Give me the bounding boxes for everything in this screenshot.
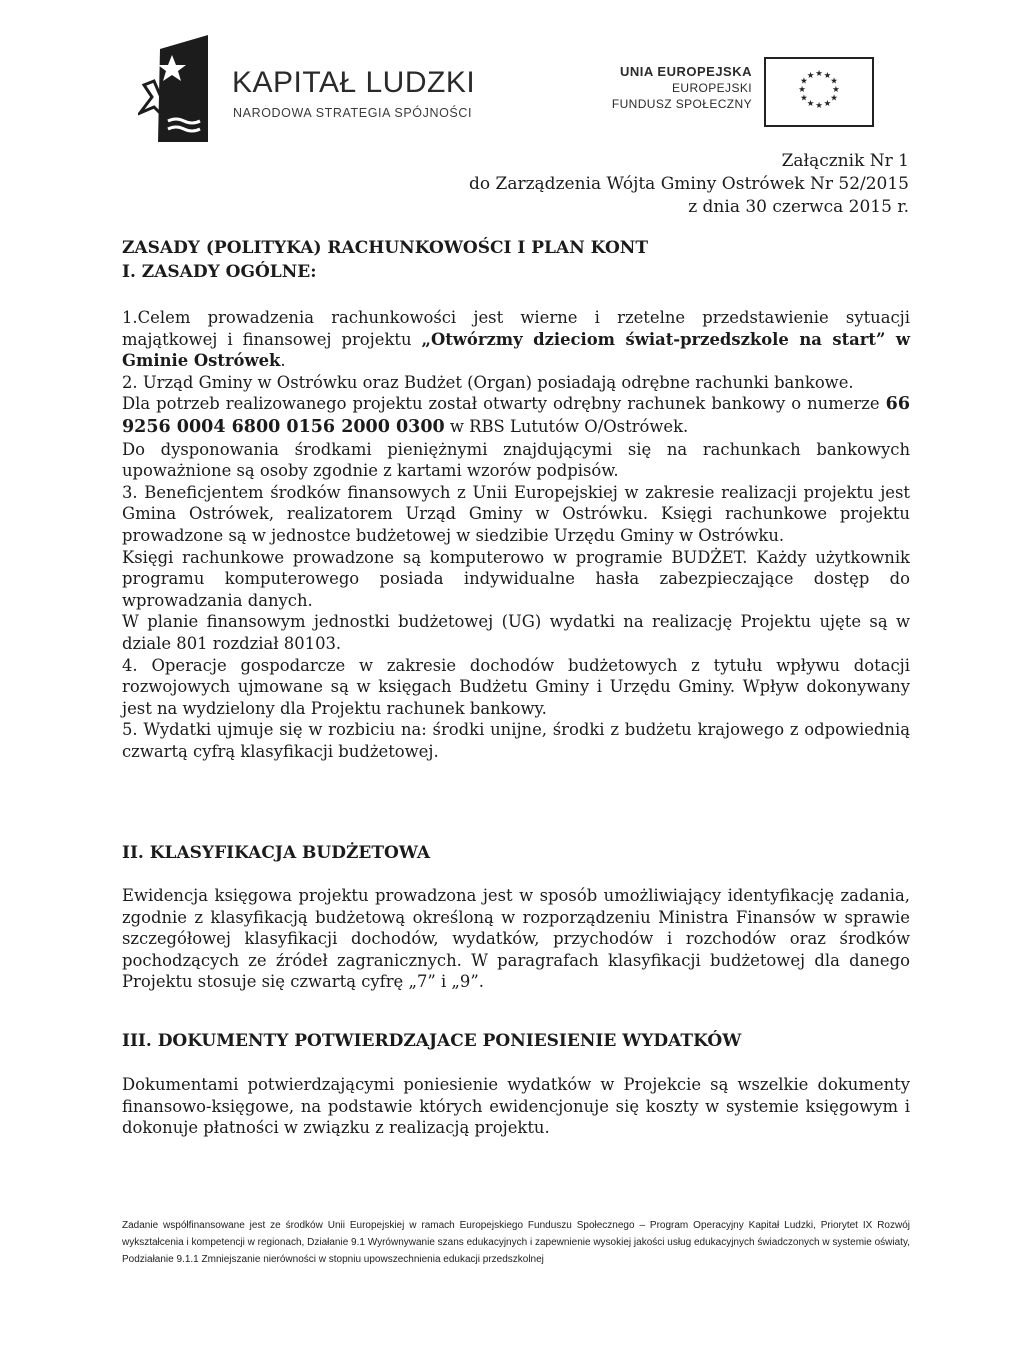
svg-text:★: ★ — [823, 69, 832, 80]
section-3-paragraph: Dokumentami potwierdzającymi poniesienie wydatków w Projekcie są wszelkie dokumenty finansowo-księgowe, na podstawie których ewidencjonuje się koszty w systemie księgowym i dokonuje płatności w związku z realizacją projektu. — [122, 1075, 910, 1138]
paragraph-3: Dla potrzeb realizowanego projektu został otwarty odrębny rachunek bankowy o numerze 66 9256 0004 6800 0156 2000 0300 w RBS Lututów O/Ostrówek. — [122, 394, 910, 437]
annex-date: z dnia 30 czerwca 2015 r. — [688, 197, 909, 217]
svg-text:★: ★ — [830, 92, 838, 103]
section-3-heading: III. DOKUMENTY POTWIERDZAJACE PONIESIENIE WYDATKÓW — [122, 1031, 742, 1051]
project-name: „Otwórzmy dzieciom świat-przedszkole na start” w Gminie Ostrówek — [122, 329, 910, 371]
annex-reference — [469, 150, 909, 219]
section-2-heading: II. KLASYFIKACJA BUDŻETOWA — [122, 843, 431, 863]
kapital-ludzki-logo — [138, 35, 208, 142]
svg-text:★: ★ — [830, 75, 838, 86]
section-3-body — [122, 1074, 910, 1139]
section-2-body — [122, 885, 910, 993]
eu-flag-icon — [764, 57, 874, 127]
kapital-ludzki-title: KAPITAŁ LUDZKI — [232, 66, 476, 99]
paragraph-9: 5. Wydatki ujmuje się w rozbiciu na: środki unijne, środki z budżetu krajowego z odpowiednią czwartą cyfrą klasyfikacji budżetowej. — [122, 720, 910, 761]
svg-text:★: ★ — [815, 67, 823, 78]
paragraph-7: W planie finansowym jednostki budżetowej (UG) wydatki na realizację Projektu ujęte są w dziale 801 rozdział 80103. — [122, 612, 910, 653]
annex-number: Załącznik Nr 1 — [781, 151, 909, 171]
paragraph-2: 2. Urząd Gminy w Ostrówku oraz Budżet (Organ) posiadają odrębne rachunki bankowe. — [122, 372, 854, 392]
section-1-heading: I. ZASADY OGÓLNE: — [122, 262, 317, 282]
bank-account-number: 66 9256 0004 6800 0156 2000 0300 — [122, 394, 910, 437]
eu-social-fund-label: FUNDUSZ SPOŁECZNY — [611, 97, 752, 111]
svg-text:★: ★ — [832, 84, 840, 94]
svg-text:★: ★ — [798, 84, 806, 94]
paragraph-1: 1.Celem prowadzenia rachunkowości jest wierne i rzetelne przedstawienie sytuacji majątkowej i finansowej projektu „Otwórzmy dzieciom świat-przedszkole na start” w Gminie Ostrówek. — [122, 308, 910, 371]
svg-text:★: ★ — [800, 75, 808, 86]
document-title: ZASADY (POLITYKA) RACHUNKOWOŚCI I PLAN KONT — [122, 238, 648, 258]
svg-text:★: ★ — [806, 69, 815, 80]
paragraph-6: Księgi rachunkowe prowadzone są komputerowo w programie BUDŻET. Każdy użytkownik programu komputerowego posiada indywidualne hasła zabezpieczające dostęp do wprowadzania danych. — [122, 547, 910, 610]
section-1-body — [122, 307, 910, 762]
svg-text:★: ★ — [806, 98, 815, 109]
paragraph-5: 3. Beneficjentem środków finansowych z Unii Europejskiej w zakresie realizacji projektu jest Gmina Ostrówek, realizatorem Urząd Gminy w Ostrówku. Księgi rachunkowe projektu prowadzone są w jednostce budżetowej w siedzibie Urzędu Gminy w Ostrówku. — [122, 482, 910, 545]
paragraph-8: 4. Operacje gospodarcze w zakresie dochodów budżetowych z tytułu wpływu dotacji rozwojowych ujmowane są w księgach Budżetu Gminy i Urzędu Gminy. Wpływ dokonywany jest na wydzielony dla Projektu rachunek bankowy. — [122, 655, 910, 718]
annex-order: do Zarządzenia Wójta Gminy Ostrówek Nr 52/2015 — [469, 174, 909, 194]
eu-union-label: UNIA EUROPEJSKA — [620, 64, 752, 79]
section-2-paragraph: Ewidencja księgowa projektu prowadzona jest w sposób umożliwiający identyfikację zadania, zgodnie z klasyfikacją budżetową określoną w rozporządzeniu Ministra Finansów w sprawie szczegółowej klasyfikacji dochodów, wydatków, przychodów i rozchodów oraz środków pochodzących ze źródeł zagranicznych. W paragrafach klasyfikacji budżetowej dla danego Projektu stosuje się czwartą cyfrę „7” i „9”. — [122, 886, 910, 992]
eu-fund-label — [612, 64, 752, 112]
svg-text:★: ★ — [815, 100, 823, 111]
svg-text:★: ★ — [800, 92, 808, 103]
paragraph-4: Do dysponowania środkami pieniężnymi znajdującymi się na rachunkach bankowych upoważnione są osoby zgodnie z kartami wzorów podpisów. — [122, 439, 910, 481]
svg-text:★: ★ — [823, 98, 832, 109]
funding-footnote: Zadanie współfinansowane jest ze środków Unii Europejskiej w ramach Europejskiego Funduszu Społecznego – Program Operacyjny Kapitał Ludzki, Priorytet IX Rozwój wykształcenia i kompetencji w regionach, Działanie 9.1 Wyrównywanie szans edukacyjnych i zapewnienie wysokiej jakości usług edukacyjnych świadczonych w systemie oświaty, Podziałanie 9.1.1 Zmniejszanie nierówności w stopniu upowszechnienia edukacji przedszkolnej — [122, 1220, 910, 1265]
eu-european-label: EUROPEJSKI — [671, 81, 752, 95]
kapital-ludzki-subtitle: NARODOWA STRATEGIA SPÓJNOŚCI — [233, 106, 473, 120]
